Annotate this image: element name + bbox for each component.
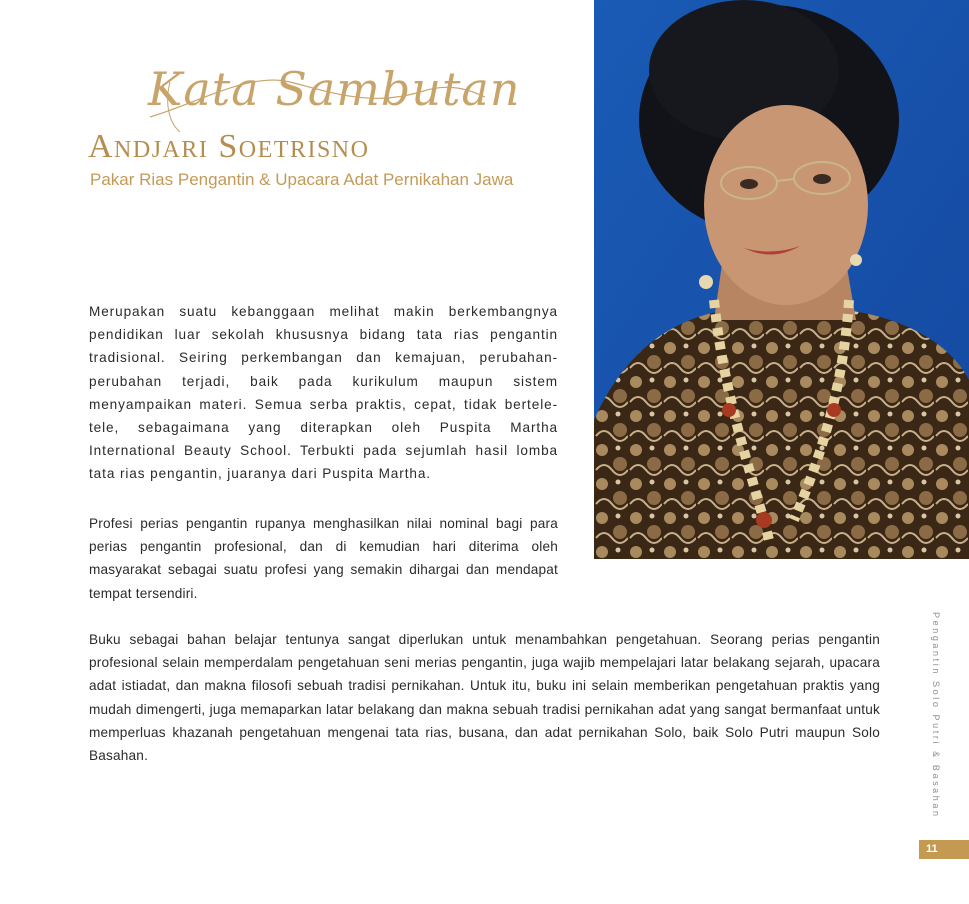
- script-title: Kata Sambutan: [148, 62, 521, 116]
- author-name: Andjari Soetrisno: [88, 128, 370, 165]
- portrait-photo: [594, 0, 969, 559]
- page-number: 11: [919, 840, 969, 859]
- portrait-illustration: [594, 0, 969, 559]
- paragraph-2: Profesi perias pengantin rupanya menghasilkan nilai nominal bagi para perias pengantin profesional, dan di kemudian hari diterima oleh masyarakat sebagai suatu profesi yang semakin dihargai dan mendapat tempat tersendiri.: [89, 516, 558, 601]
- author-subtitle: Pakar Rias Pengantin & Upacara Adat Pernikahan Jawa: [90, 170, 514, 189]
- running-title: Pengantin Solo Putri & Basahan: [931, 612, 941, 819]
- paragraph-3: Buku sebagai bahan belajar tentunya sangat diperlukan untuk menambahkan pengetahuan. Seorang perias pengantin profesional selain memperdalam pengetahuan seni merias pengantin, juga wajib mempelajari latar belakang sejarah, upacara adat istiadat, dan makna filosofi sebuah tradisi pernikahan. Untuk itu, buku ini selain memberikan pengetahuan praktis yang mudah dimengerti, juga memaparkan latar belakang dan makna sebuah tradisi pernikahan adat yang sangat bermanfaat untuk memperluas khazanah pengetahuan mengenai tata rias, busana, dan adat pernikahan Solo, baik Solo Putri maupun Solo Basahan.: [89, 632, 880, 764]
- paragraph-1: Merupakan suatu kebanggaan melihat makin berkembangnya pendidikan luar sekolah khususnya bidang tata rias pengantin tradisional. Seiring perkembangan dan kemajuan, perubahan-perubahan terjadi, baik pada kurikulum maupun sistem menyampaikan materi. Semua serba praktis, cepat, tidak bertele-tele, sebagaimana yang diterapkan oleh Puspita Martha International Beauty School. Terbukti pada sejumlah hasil lomba tata rias pengantin, juaranya dari Puspita Martha.: [89, 304, 558, 482]
